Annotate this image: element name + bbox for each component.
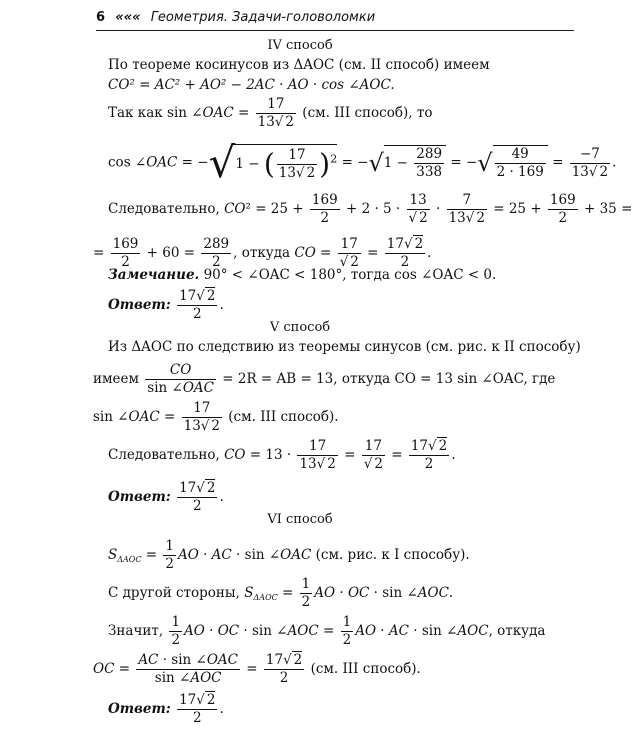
s4-conseq-line: Следовательно, CO² = 25 + $\frac{169}{2}$ + 2 · 5 · $\frac{13}{√ 2}$ · $\frac{7}{13√ 2}$ = 25 + $\frac{169}{2}$ + 35 = — [108, 192, 632, 226]
s6-hence: Значит, — [108, 623, 164, 639]
s5-rest: = 2R = AB = 13, откуда CO = 13 sin ∠OAC, где — [222, 371, 556, 387]
s5-conseq-line: Следовательно, CO = 13 · $\frac{17}{13√ 2}$ = $\frac{17}{√ 2}$ = $\frac{17√ 2}{2}$ . — [108, 438, 456, 472]
s5-ref: (см. III способ). — [228, 409, 339, 425]
s5-sine-line: имеем $\frac{CO}{\text{sin ∠OAC}}$ = 2R = AB = 13, откуда CO = 13 sin ∠OAC, где — [93, 362, 556, 396]
s6-whence: , откуда — [488, 623, 546, 639]
s6-answer: Ответ: $\frac{17√ 2}{2}$ . — [108, 692, 224, 726]
page-number: 6 — [96, 10, 106, 25]
s4-since-line: Так как sin ∠OAC = $\frac{17}{13√ 2}$ (см. III способ), то — [108, 96, 433, 130]
s5-intro: Из ΔAOC по следствию из теоремы синусов (см. рис. к II способу) — [108, 339, 581, 355]
s4-result-line: = $\frac{169}{2}$ + 60 = $\frac{289}{2}$ , откуда CO = $\frac{17}{√ 2}$ = $\frac{17√ 2}{2}$ . — [93, 236, 432, 270]
header-mark-icon: ««« — [115, 10, 141, 25]
s5-sin-line: sin ∠OAC = $\frac{17}{13√ 2}$ (см. III способ). — [93, 400, 339, 434]
header-title: Геометрия. Задачи-головоломки — [150, 10, 376, 25]
s6-hence-line: Значит, $\frac{1}{2}$ AO · OC · sin ∠AOC = $\frac{1}{2}$ AO · AC · sin ∠AOC, откуда — [108, 614, 546, 648]
s5-have: имеем — [93, 371, 139, 387]
s6-ref2: (см. III способ). — [310, 661, 421, 677]
s4-since-ref: (см. III способ), то — [302, 105, 433, 121]
s4-conseq-word: Следовательно, — [108, 201, 220, 217]
answer-label: Ответ: — [108, 701, 171, 717]
s6-area-line: $S_{\Delta AOC}$ = $\frac{1}{2}$ AO · AC · sin ∠OAC (см. рис. к I способу). — [108, 538, 470, 572]
s6-other-line: С другой стороны, $S_{\Delta AOC}$ = $\frac{1}{2}$ AO · OC · sin ∠AOC. — [108, 576, 454, 610]
s4-whence: , откуда — [233, 245, 291, 261]
s5-conseq-word: Следовательно, — [108, 447, 220, 463]
answer-label: Ответ: — [108, 297, 171, 313]
section-title-vi: VI способ — [267, 512, 333, 527]
s6-ref: (см. рис. к I способу). — [315, 547, 470, 563]
s4-cosine-law: CO² = AC² + AO² − 2AC · AO · cos ∠AOC. — [108, 77, 395, 93]
answer-label: Ответ: — [108, 489, 171, 505]
section-title-v: V способ — [269, 320, 331, 335]
remark-label: Замечание. — [108, 267, 200, 283]
page-header — [96, 6, 574, 31]
s6-oc-line: OC = $\frac{\text{AC · sin ∠OAC}}{\text{sin ∠AOC}}$ = $\frac{17√ 2}{2}$ (см. III способ). — [93, 652, 421, 686]
s6-other: С другой стороны, — [108, 585, 240, 601]
s4-intro: По теореме косинусов из ΔAOC (см. II способ) имеем — [108, 57, 490, 73]
s4-cos-formula: cos ∠OAC = −√1 − ( $\frac{17}{13√ 2}$ )$^2$ = −√1 − $\frac{289}{338}$ = −√ $\frac{49}{2 \cdot 169}$ = $\frac{-7}{13√ 2}$ . — [108, 138, 617, 187]
remark-text: 90° < ∠OAC < 180°, тогда cos ∠OAC < 0. — [203, 267, 497, 283]
section-title-iv: IV способ — [267, 38, 333, 53]
s4-answer: Ответ: $\frac{17√ 2}{2}$ . — [108, 288, 224, 322]
s5-answer: Ответ: $\frac{17√ 2}{2}$ . — [108, 480, 224, 514]
fraction: $\frac{17}{13√ 2}$ — [257, 96, 294, 130]
remark-line — [108, 266, 496, 284]
s4-since-word: Так как — [108, 105, 163, 121]
